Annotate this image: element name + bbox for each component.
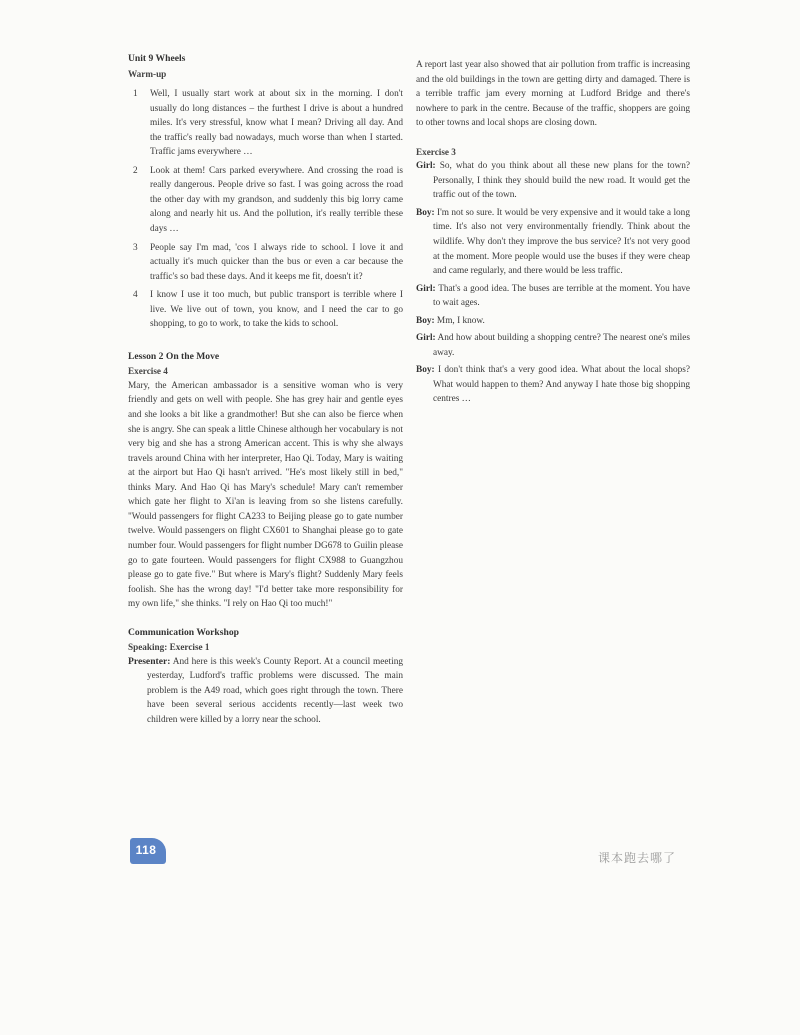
- dialogue-line-2: [416, 206, 690, 279]
- item-text: Well, I usually start work at about six in the morning. I don't usually do long distances – the furthest I drive is about a hundred miles. It's very stressful, know what I mean? Driving all day. And the traffic's really bad nowadays, much worse than when I started. Traffic jams everywhere …: [150, 89, 403, 158]
- speaker-label: Boy:: [416, 365, 435, 376]
- lesson-title: Lesson 2 On the Move: [128, 350, 220, 362]
- dialogue-line-3: [416, 282, 690, 311]
- presenter-text: And here is this week's County Report. At a council meeting yesterday, Ludford's traffic problems were discussed. The main problem is the A49 road, which goes right through the town. There have been several serious accidents recently—last week two children were killed by a lorry near the school.: [147, 656, 403, 725]
- item-text: People say I'm mad, 'cos I always ride to school. I love it and actually it's much quicker than the bus or even a car because the traffic's so bad these days. And it keeps me fit, doesn't it?: [150, 242, 403, 282]
- warmup-title: Warm-up: [128, 68, 167, 79]
- item-number: 2: [133, 165, 138, 176]
- item-number: 4: [133, 290, 138, 301]
- presenter-label: Presenter:: [128, 655, 171, 667]
- item-text: Look at them! Cars parked everywhere. And crossing the road is really dangerous. People drive so fast. I was going across the road the other day with my grandson, and suddenly this big lorry came along and nearly hit us. And the pollution, it's really terrible these days …: [150, 165, 403, 235]
- warmup-item-3: [128, 241, 403, 285]
- page-number: 118: [135, 843, 157, 857]
- item-number: 1: [133, 89, 138, 100]
- exercise4-title: Exercise 4: [128, 366, 168, 377]
- warmup-item-4: [128, 288, 403, 332]
- unit-title: Unit 9 Wheels: [128, 53, 186, 64]
- dialogue-line-1: [416, 159, 690, 203]
- watermark-brand: 课本跑去哪了: [598, 851, 677, 865]
- dialogue-text: That's a good idea. The buses are terrible at the moment. You have to wait ages.: [433, 283, 691, 309]
- dialogue-line-6: [416, 363, 690, 407]
- dialogue-text: I don't think that's a very good idea. What about the local shops? What would happen to them? And anyway I hate those big shopping centres …: [433, 365, 691, 405]
- left-column: [128, 52, 403, 728]
- dialogue-text: So, what do you think about all these new plans for the town? Personally, I think they should build the new road. It would get the traffic out of the town.: [433, 161, 690, 201]
- report-continuation: A report last year also showed that air pollution from traffic is increasing and the old buildings in the town are getting dirty and damaged. There is a terrible traffic jam every morning at Ludford Bridge and there's nowhere to park in the centre. Because of the traffic, shoppers are going to other towns and local shops are closing down.: [416, 60, 690, 129]
- speaker-label: Girl:: [416, 283, 436, 294]
- warmup-item-2: [128, 164, 403, 237]
- page-number-badge: [130, 838, 166, 864]
- item-text: I know I use it too much, but public transport is terrible where I live. We live out of town, you know, and I need the car to go shopping, to go to work, to take the kids to school.: [150, 290, 403, 330]
- workshop-title: Communication Workshop: [128, 626, 239, 638]
- exercise4-text: Mary, the American ambassador is a sensitive woman who is very friendly and gets on well with people. She has grey hair and gentle eyes and she looks a bit like a grandmother! But she can also be fierce when she is angry. She can speak a little Chinese although her vocabulary is not very big and she has a strong American accent. This is why she always travels around China with her interpreter, Hao Qi. Today, Mary is waiting at the airport but Hao Qi hasn't arrived. "He's most likely still in bed," thinks Mary. And Hao Qi has Mary's schedule! Mary can't remember which gate her flight to Xi'an is leaving from so she listens carefully. "Would passengers for flight CA233 to Beijing please go to gate number twelve. Would passengers on flight CX601 to Shanghai please go to gate number four. Would passengers for flight number DG678 to Guilin please go to gate fourteen. Would passengers for flight CX988 to Guangzhou please go to gate five." But where is Mary's flight? Suddenly Mary feels foolish. She has the wrong day! "I'd better take more responsibility for my own life," she thinks. "I rely on Hao Qi too much!": [128, 380, 403, 610]
- exercise3-title: Exercise 3: [416, 146, 456, 157]
- warmup-item-1: [128, 87, 403, 160]
- item-number: 3: [133, 242, 138, 253]
- speaker-label: Girl:: [416, 333, 436, 344]
- dialogue-line-4: [416, 314, 690, 329]
- dialogue-text: And how about building a shopping centre? The nearest one's miles away.: [433, 333, 690, 358]
- speaker-label: Girl:: [416, 161, 436, 172]
- right-column: [416, 58, 690, 410]
- speaker-label: Boy:: [416, 207, 435, 218]
- dialogue-line-5: [416, 331, 690, 360]
- dialogue-text: I'm not so sure. It would be very expensive and it would take a long time. It's also not very environmentally friendly. Think about the wildlife. Why don't they improve the bus service? It's not very good at the moment. More people would use the buses if they were cheap and came regularly, and there would be less traffic.: [433, 207, 690, 277]
- dialogue-text: Mm, I know.: [436, 315, 485, 326]
- speaking-title: Speaking: Exercise 1: [128, 642, 210, 653]
- presenter-block: [128, 655, 403, 728]
- speaker-label: Boy:: [416, 315, 435, 326]
